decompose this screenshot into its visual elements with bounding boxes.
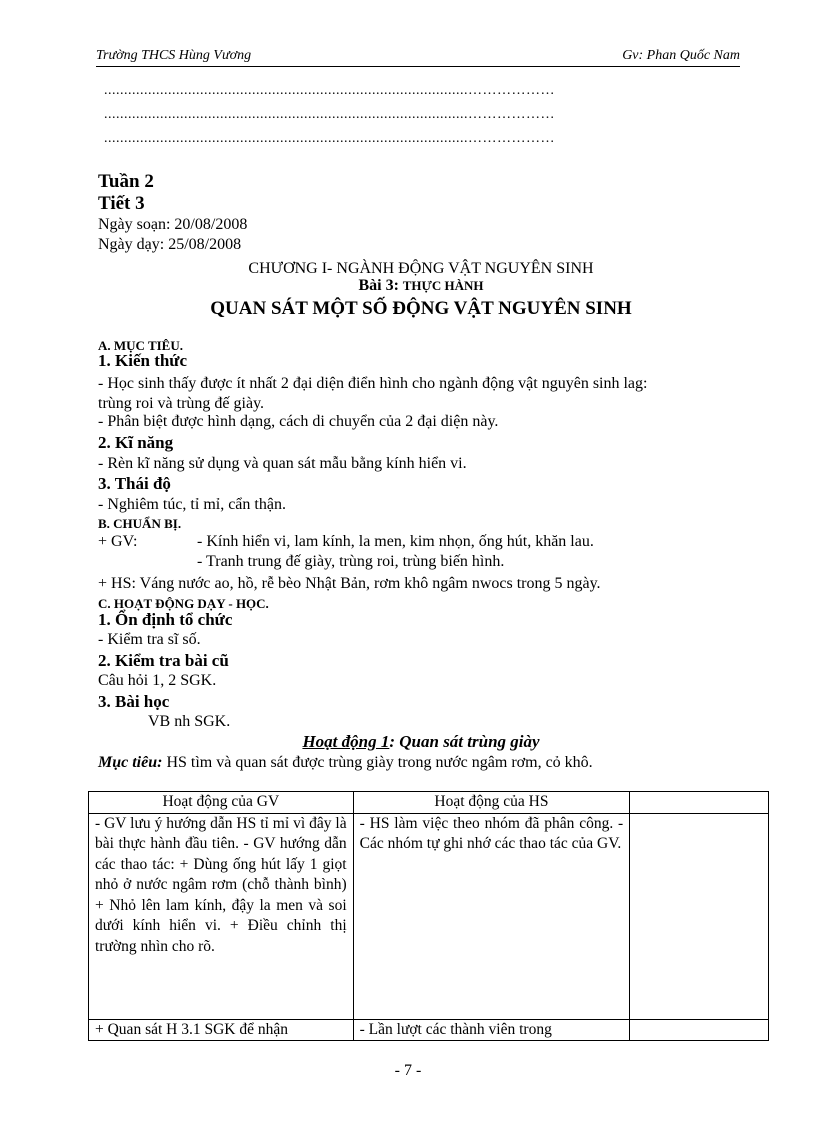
b-hs-line: + HS: Váng nước ao, hồ, rễ bèo Nhật Bản, rơm khô ngâm nwocs trong 5 ngày.: [98, 575, 601, 592]
a1-line-3: - Phân biệt được hình dạng, cách di chuyển của 2 đại diện này.: [98, 413, 499, 430]
section-c1-heading: 1. Ổn định tổ chức: [98, 610, 233, 629]
a1-line-2: trùng roi và trùng đế giày.: [98, 395, 265, 412]
page-number: - 7 -: [394, 1062, 422, 1079]
header-gv: Hoạt động của GV: [89, 792, 354, 814]
a1-line-1: - Học sinh thấy được ít nhất 2 đại diện điển hình cho ngành động vật nguyên sinh lag:: [98, 375, 648, 392]
dotted-line: ...........................................................................................………………: [104, 131, 555, 146]
b-gv-line-2: - Tranh trung đế giày, trùng roi, trùng biến hình.: [197, 553, 505, 570]
lesson-label: Bài 3:: [358, 277, 399, 294]
b-gv-line-1: - Kính hiển vi, lam kính, la men, kim nhọn, ống hút, khăn lau.: [197, 533, 594, 550]
activity-goal: [98, 755, 593, 771]
notes-cell: [630, 1019, 769, 1041]
chapter-title: CHƯƠNG I- NGÀNH ĐỘNG VẬT NGUYÊN SINH: [248, 260, 594, 277]
hs-cell: - Lần lượt các thành viên trong: [353, 1019, 630, 1041]
section-c-heading: C. HOẠT ĐỘNG DẠY - HỌC.: [98, 596, 269, 611]
activity-table: [88, 791, 769, 1041]
header-school: Trường THCS Hùng Vương: [96, 48, 252, 63]
lesson-label-line: [96, 278, 746, 294]
a3-line-1: - Nghiêm túc, tỉ mỉ, cẩn thận.: [98, 496, 286, 513]
dotted-line: ...........................................................................................………………: [104, 107, 555, 122]
activity-heading: [96, 733, 746, 750]
header-hs: Hoạt động của HS: [353, 792, 630, 814]
section-a-heading: A. MỤC TIÊU.: [98, 338, 183, 353]
goal-label: Mục tiêu:: [98, 754, 163, 771]
section-c3-heading: 3. Bài học: [98, 692, 170, 711]
table-row: [89, 1019, 769, 1041]
c2-line: Câu hỏi 1, 2 SGK.: [98, 672, 217, 689]
page-header: [96, 46, 740, 67]
lesson-title: QUAN SÁT MỘT SỐ ĐỘNG VẬT NGUYÊN SINH: [210, 298, 632, 319]
section-c2-heading: 2. Kiểm tra bài cũ: [98, 651, 229, 670]
b-gv-label: + GV:: [98, 533, 138, 550]
c1-line: - Kiểm tra sĩ số.: [98, 631, 201, 648]
gv-cell: - GV lưu ý hướng dẫn HS tỉ mỉ vì đây là bài thực hành đầu tiên. - GV hướng dẫn các thao tác: + Dùng ống hút lấy 1 giọt nhỏ ở nước ngâm rơm (chỗ thành bình) + Nhỏ lên lam kính, đậy la men và soi dưới kính hiển vi. + Điều chỉnh thị trường nhìn cho rõ.: [89, 813, 354, 1019]
section-a3-heading: 3. Thái độ: [98, 474, 171, 493]
section-a2-heading: 2. Kĩ năng: [98, 433, 174, 452]
dotted-line: ...........................................................................................………………: [104, 83, 555, 98]
activity-title: : Quan sát trùng giày: [389, 732, 540, 751]
gv-cell: + Quan sát H 3.1 SGK để nhận: [89, 1019, 354, 1041]
header-teacher: Gv: Phan Quốc Nam: [622, 48, 740, 63]
header-notes: [630, 792, 769, 814]
goal-text: HS tìm và quan sát được trùng giày trong nước ngâm rơm, cỏ khô.: [162, 754, 593, 771]
c3-line: VB nh SGK.: [148, 713, 231, 730]
section-a1-heading: 1. Kiến thức: [98, 351, 188, 370]
a2-line-1: - Rèn kĩ năng sử dụng và quan sát mẫu bằng kính hiển vi.: [98, 455, 467, 472]
prep-date: Ngày soạn: 20/08/2008: [98, 216, 248, 233]
notes-cell: [630, 813, 769, 1019]
teach-date: Ngày dạy: 25/08/2008: [98, 236, 242, 253]
section-b-heading: B. CHUẨN BỊ.: [98, 516, 182, 531]
hs-cell: - HS làm việc theo nhóm đã phân công. - Các nhóm tự ghi nhớ các thao tác của GV.: [353, 813, 630, 1019]
week-heading: Tuần 2: [98, 171, 154, 192]
table-row: [89, 813, 769, 1019]
period-heading: Tiết 3: [98, 193, 145, 214]
table-header-row: [89, 792, 769, 814]
lesson-type: THỰC HÀNH: [402, 278, 484, 293]
activity-label: Hoạt động 1: [302, 732, 390, 751]
